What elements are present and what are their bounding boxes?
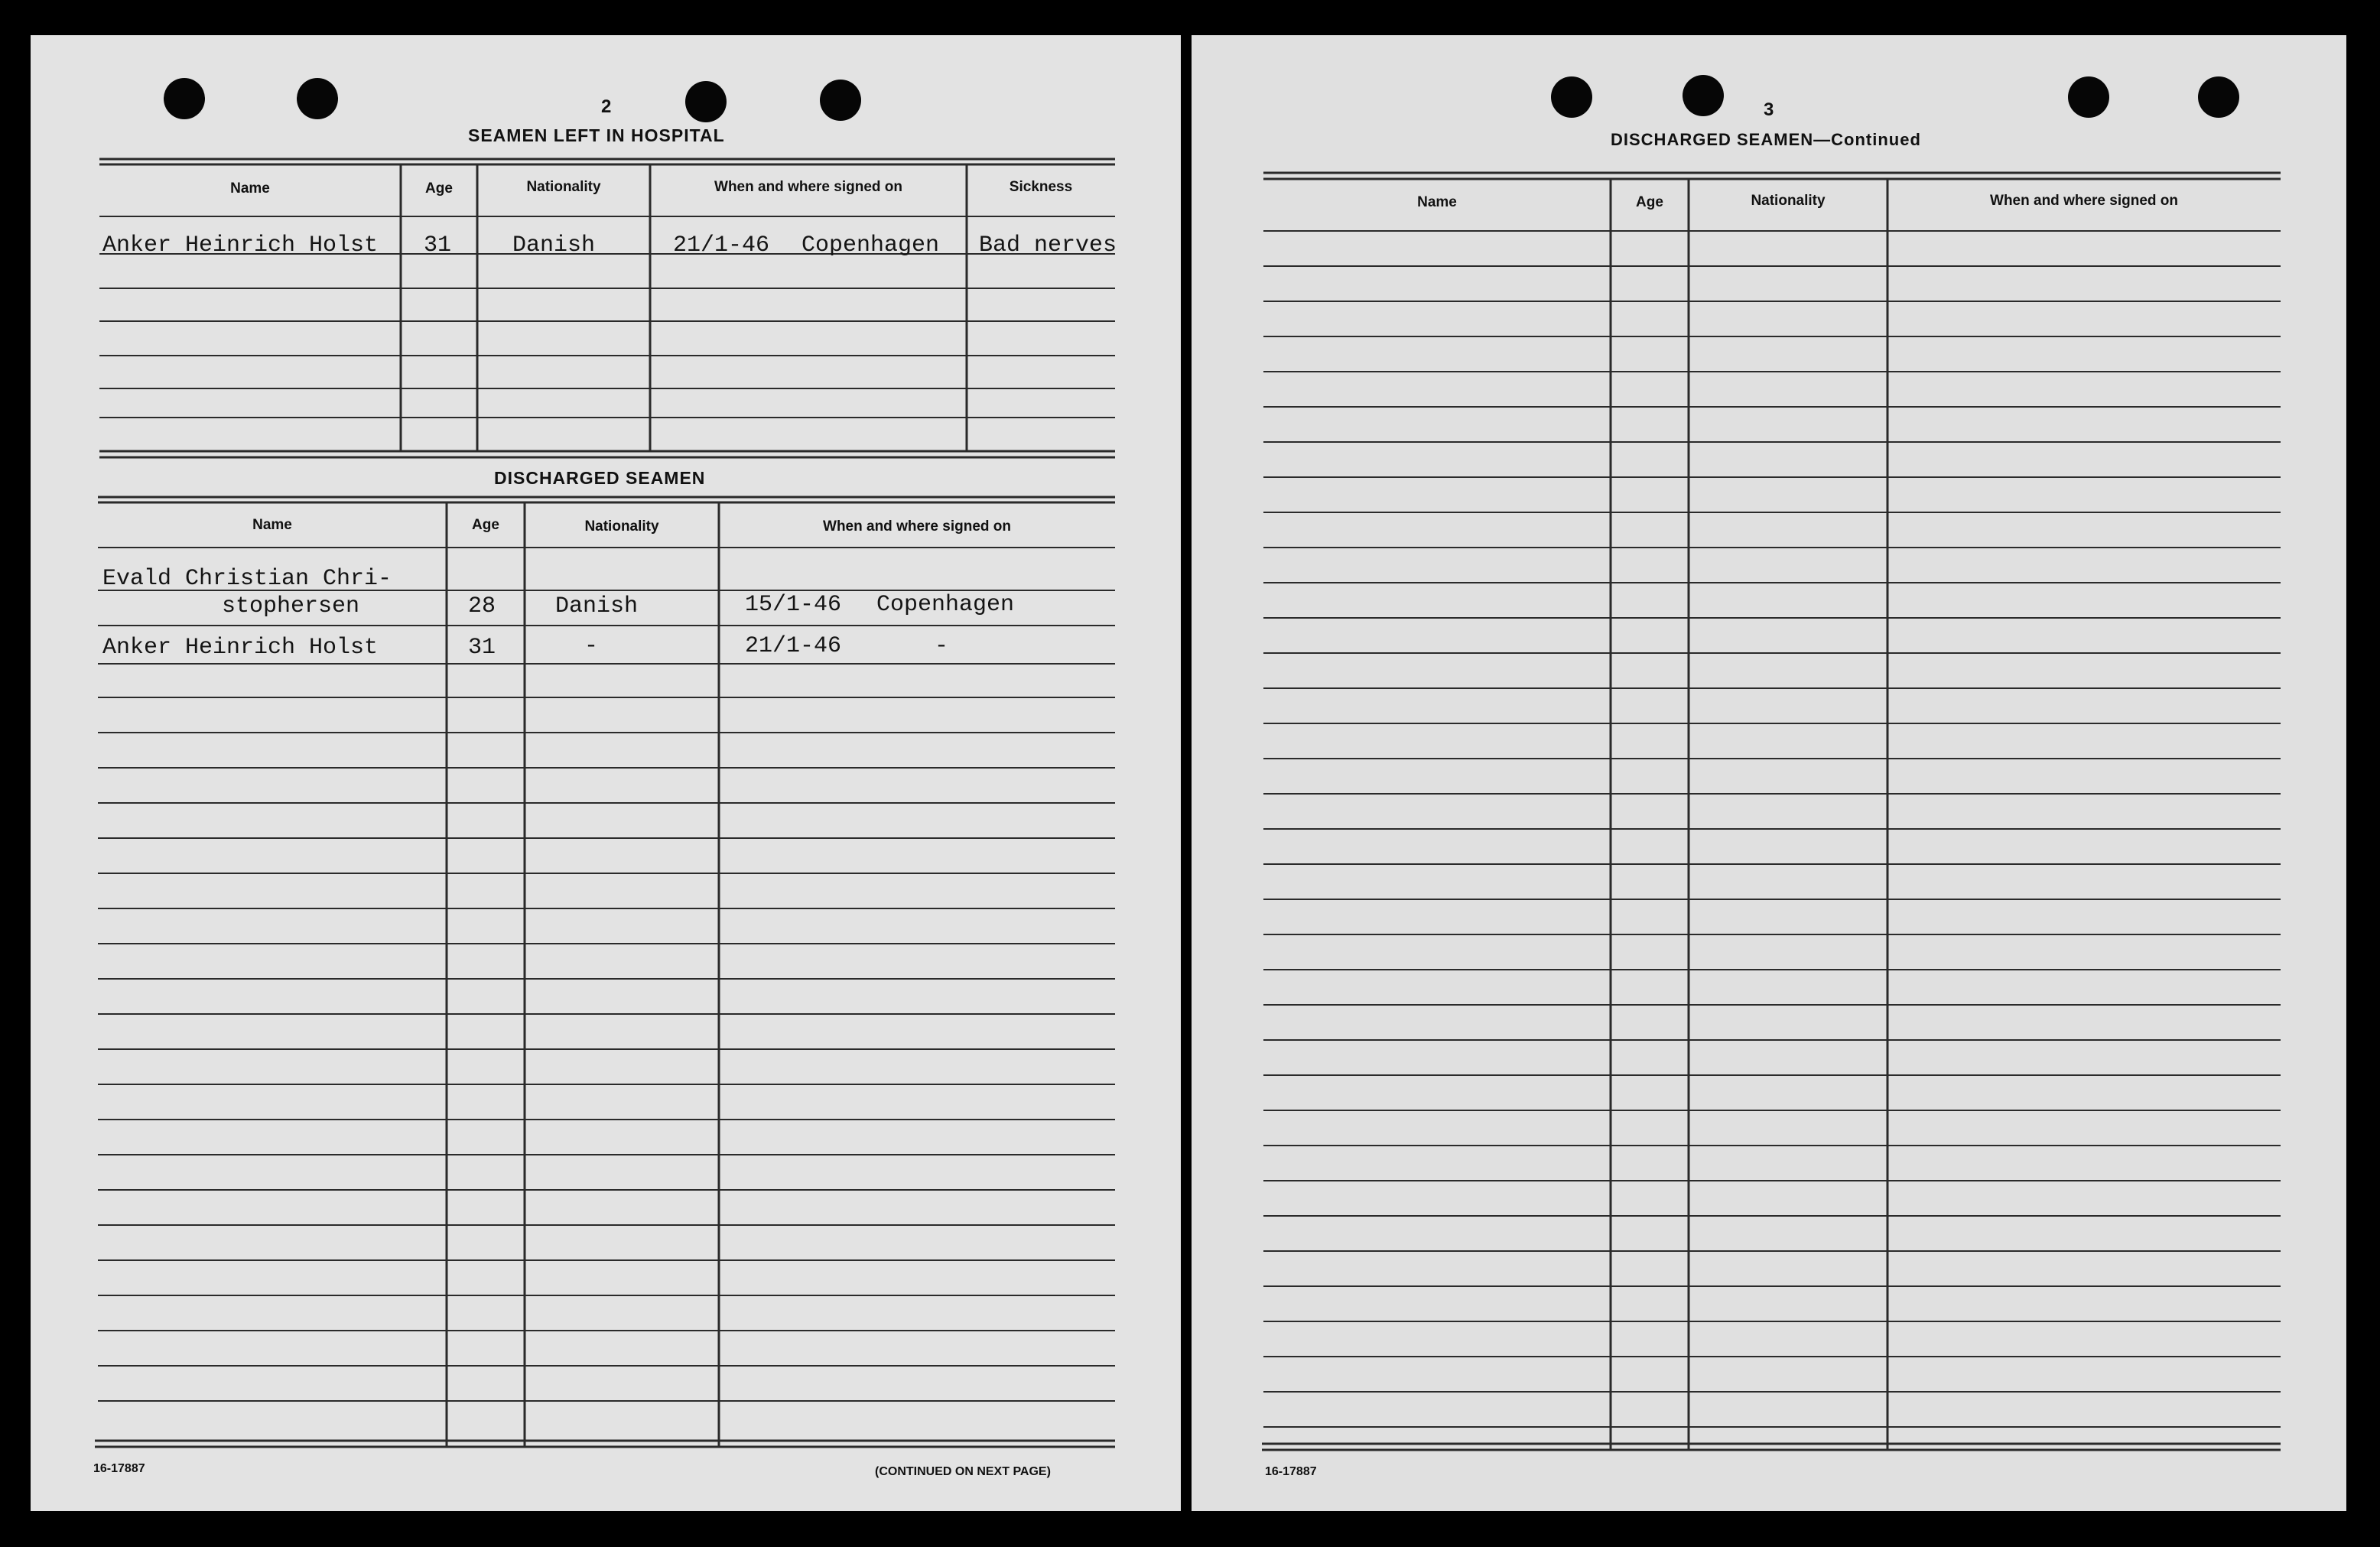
header-age: Age (1636, 194, 1663, 210)
form-number: 16-17887 (1265, 1465, 1317, 1478)
discharged-name: Anker Heinrich Holst (102, 635, 379, 661)
hospital-name: Anker Heinrich Holst (102, 232, 379, 258)
hospital-section-title: SEAMEN LEFT IN HOSPITAL (468, 125, 725, 145)
hospital-sickness: Bad nerves (979, 232, 1117, 258)
hospital-nationality: Danish (512, 232, 596, 258)
discharged-place: - (935, 633, 949, 659)
header-name: Name (252, 517, 292, 533)
discharged-nationality: Danish (555, 593, 639, 619)
page-number: 3 (1764, 99, 1774, 120)
header-when-where: When and where signed on (714, 179, 902, 195)
header-sickness: Sickness (1009, 179, 1073, 195)
hospital-age: 31 (424, 232, 452, 258)
discharged-name-line1: Evald Christian Chri- (102, 566, 392, 592)
right-page (1192, 35, 2346, 1511)
discharged-date: 21/1-46 (745, 633, 842, 659)
continued-note: (CONTINUED ON NEXT PAGE) (875, 1465, 1051, 1478)
discharged-place: Copenhagen (876, 592, 1015, 618)
discharged-nationality: - (584, 633, 599, 659)
header-when-where: When and where signed on (1990, 193, 2178, 209)
continued-table-grid (1192, 35, 2346, 1511)
header-nationality: Nationality (1751, 193, 1826, 209)
discharged-section-title: DISCHARGED SEAMEN (494, 468, 706, 488)
page-number: 2 (601, 96, 612, 117)
header-name: Name (1417, 194, 1457, 210)
form-number: 16-17887 (93, 1462, 145, 1475)
continued-section-title: DISCHARGED SEAMEN—Continued (1611, 130, 1921, 149)
discharged-age: 31 (468, 635, 496, 661)
header-age: Age (425, 180, 453, 197)
left-page (31, 35, 1181, 1511)
header-nationality: Nationality (526, 179, 601, 195)
discharged-name-line2: stophersen (222, 593, 360, 619)
header-age: Age (472, 517, 499, 533)
header-nationality: Nationality (584, 518, 659, 535)
hospital-date: 21/1-46 (673, 232, 770, 258)
header-when-where: When and where signed on (823, 518, 1011, 535)
discharged-age: 28 (468, 593, 496, 619)
discharged-date: 15/1-46 (745, 592, 842, 618)
hospital-place: Copenhagen (801, 232, 940, 258)
header-name: Name (230, 180, 270, 197)
